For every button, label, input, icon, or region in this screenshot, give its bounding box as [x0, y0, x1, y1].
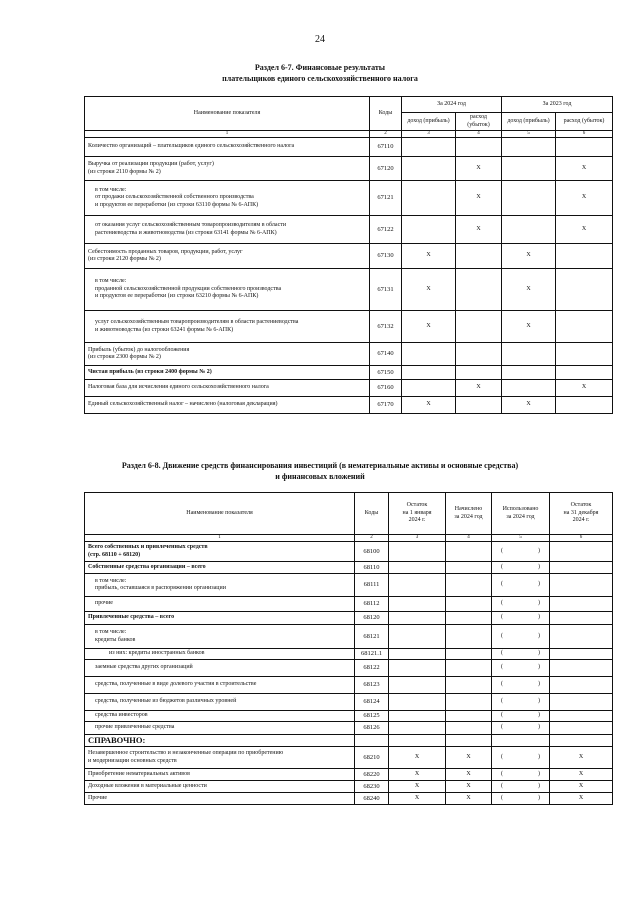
indicator-name: в том числе: от продажи сельскохозяйственной собственного производства и продуктов ее переработки (из строки 63110 формы № 6-АПК)	[85, 181, 370, 216]
indicator-name: Собственные средства организации – всего	[85, 562, 355, 574]
value-cell	[502, 366, 556, 380]
balance-start-cell	[389, 612, 446, 625]
header-indicator-name: Наименование показателя	[85, 97, 370, 131]
value-cell	[502, 138, 556, 157]
section-6-7-title-line1: Раздел 6-7. Финансовые результаты	[254, 63, 386, 72]
close-paren: )	[538, 681, 540, 688]
value-cell: X	[446, 781, 492, 793]
header-codes: Коды	[370, 97, 402, 131]
value-cell: X	[550, 781, 613, 793]
balance-start-cell	[389, 722, 446, 735]
used-value-cell	[492, 711, 550, 722]
empty-cell	[550, 735, 613, 747]
header-expense-2023: расход (убыток)	[556, 113, 613, 131]
indicator-name: Выручка от реализации продукции (работ, услуг) (из строки 2110 формы № 2)	[85, 157, 370, 181]
value-cell	[402, 380, 456, 397]
parenthesis-pair	[495, 681, 546, 688]
used-value-cell	[492, 722, 550, 735]
table-row	[85, 711, 613, 722]
open-paren: (	[501, 563, 503, 570]
balance-end-cell	[550, 722, 613, 735]
indicator-name: прочие	[85, 597, 355, 612]
open-paren: (	[501, 664, 503, 671]
close-paren: )	[538, 770, 540, 777]
indicator-name: средства, полученные в виде долевого участия в строительстве	[85, 677, 355, 694]
accrued-cell	[446, 562, 492, 574]
open-paren: (	[501, 632, 503, 639]
value-cell	[456, 343, 502, 366]
table-row	[85, 597, 613, 612]
used-value-cell	[492, 793, 550, 805]
balance-start-cell	[389, 542, 446, 562]
value-cell: X	[402, 311, 456, 343]
close-paren: )	[538, 782, 540, 789]
accrued-cell	[446, 649, 492, 660]
open-paren: (	[501, 581, 503, 588]
row-code: 67140	[370, 343, 402, 366]
table-row	[85, 574, 613, 597]
value-cell	[402, 157, 456, 181]
table-row	[85, 769, 613, 781]
indicator-name: в том числе: проданной сельскохозяйственной продукции собственного производства и продуктов ее переработки (из строки 63210 формы № 6-АПК)	[85, 269, 370, 311]
row-code: 68230	[355, 781, 389, 793]
row-code: 67110	[370, 138, 402, 157]
row-code: 68110	[355, 562, 389, 574]
value-cell	[456, 244, 502, 269]
reference-row	[85, 735, 613, 747]
balance-start-cell	[389, 574, 446, 597]
table-row	[85, 380, 613, 397]
column-number: 6	[556, 131, 613, 138]
header-accrued: Начислено за 2024 год	[446, 493, 492, 535]
header-income-2024: доход (прибыль)	[402, 113, 456, 131]
parenthesis-pair	[495, 633, 546, 640]
balance-end-cell	[550, 597, 613, 612]
balance-end-cell	[550, 612, 613, 625]
table-row	[85, 269, 613, 311]
used-value-cell	[492, 747, 550, 769]
parenthesis-pair	[495, 614, 546, 621]
table-row	[85, 722, 613, 735]
value-cell: X	[550, 747, 613, 769]
table-row	[85, 677, 613, 694]
indicator-name: Себестоимость проданных товаров, продукции, работ, услуг (из строки 2120 формы № 2)	[85, 244, 370, 269]
row-code: 67150	[370, 366, 402, 380]
row-code: 67170	[370, 397, 402, 414]
balance-start-cell	[389, 694, 446, 711]
column-number: 1	[85, 131, 370, 138]
financial-results-table	[84, 96, 613, 414]
reference-label: СПРАВОЧНО:	[85, 735, 355, 747]
used-value-cell	[492, 677, 550, 694]
open-paren: (	[501, 770, 503, 777]
table-row	[85, 793, 613, 805]
value-cell: X	[556, 181, 613, 216]
accrued-cell	[446, 574, 492, 597]
balance-end-cell	[550, 694, 613, 711]
accrued-cell	[446, 612, 492, 625]
row-code: 68123	[355, 677, 389, 694]
column-number: 3	[402, 131, 456, 138]
row-code: 68124	[355, 694, 389, 711]
table-row	[85, 612, 613, 625]
value-cell: X	[456, 157, 502, 181]
close-paren: )	[538, 794, 540, 801]
value-cell	[502, 380, 556, 397]
used-value-cell	[492, 769, 550, 781]
indicator-name: Всего собственных и привлеченных средств (стр. 68110 + 68120)	[85, 542, 355, 562]
value-cell	[502, 157, 556, 181]
used-value-cell	[492, 694, 550, 711]
row-code: 68121.1	[355, 649, 389, 660]
accrued-cell	[446, 542, 492, 562]
balance-end-cell	[550, 562, 613, 574]
parenthesis-pair	[495, 724, 546, 731]
indicator-name: в том числе: кредиты банков	[85, 625, 355, 649]
indicator-name: Прочие	[85, 793, 355, 805]
row-code: 67132	[370, 311, 402, 343]
value-cell: X	[556, 380, 613, 397]
accrued-cell	[446, 694, 492, 711]
close-paren: )	[538, 698, 540, 705]
section-6-7-title-line2: плательщиков единого сельскохозяйственного налога	[222, 74, 418, 83]
balance-end-cell	[550, 625, 613, 649]
indicator-name: прочие привлеченные средства	[85, 722, 355, 735]
value-cell: X	[502, 311, 556, 343]
header-used: Использовано за 2024 год	[492, 493, 550, 535]
accrued-cell	[446, 677, 492, 694]
parenthesis-pair	[495, 650, 546, 657]
close-paren: )	[538, 712, 540, 719]
parenthesis-pair	[495, 795, 546, 802]
value-cell	[402, 138, 456, 157]
value-cell	[456, 397, 502, 414]
section-6-7-title	[0, 62, 640, 84]
balance-start-cell	[389, 649, 446, 660]
accrued-cell	[446, 597, 492, 612]
indicator-name: заемные средства других организаций	[85, 660, 355, 677]
table-row	[85, 747, 613, 769]
row-code: 68126	[355, 722, 389, 735]
investment-funds-table	[84, 492, 613, 805]
table-row	[85, 397, 613, 414]
used-value-cell	[492, 660, 550, 677]
value-cell	[402, 216, 456, 244]
close-paren: )	[538, 724, 540, 731]
value-cell	[502, 343, 556, 366]
header-expense-2024: расход (убыток)	[456, 113, 502, 131]
used-value-cell	[492, 781, 550, 793]
open-paren: (	[501, 614, 503, 621]
table-row	[85, 157, 613, 181]
table-row	[85, 138, 613, 157]
balance-start-cell	[389, 660, 446, 677]
value-cell	[556, 269, 613, 311]
value-cell: X	[550, 769, 613, 781]
table-row	[85, 311, 613, 343]
indicator-name: Прибыль (убыток) до налогообложения (из строки 2300 формы № 2)	[85, 343, 370, 366]
parenthesis-pair	[495, 564, 546, 571]
row-code: 68120	[355, 612, 389, 625]
value-cell: X	[389, 793, 446, 805]
accrued-cell	[446, 625, 492, 649]
table-row	[85, 366, 613, 380]
table-row	[85, 649, 613, 660]
row-code: 67130	[370, 244, 402, 269]
value-cell: X	[402, 397, 456, 414]
column-number: 6	[550, 535, 613, 542]
row-code: 68121	[355, 625, 389, 649]
used-value-cell	[492, 625, 550, 649]
column-number: 2	[370, 131, 402, 138]
value-cell: X	[446, 769, 492, 781]
header-year-2024: За 2024 год	[402, 97, 502, 113]
value-cell	[556, 343, 613, 366]
indicator-name: услуг сельскохозяйственным товаропроизводителям в области растениеводства и животноводства (из строки 63241 формы № 6-АПК)	[85, 311, 370, 343]
table-row	[85, 216, 613, 244]
parenthesis-pair	[495, 783, 546, 790]
header-balance-end: Остаток на 31 декабря 2024 г.	[550, 493, 613, 535]
row-code: 68220	[355, 769, 389, 781]
open-paren: (	[501, 712, 503, 719]
value-cell	[556, 397, 613, 414]
balance-end-cell	[550, 677, 613, 694]
column-number: 5	[492, 535, 550, 542]
column-number: 2	[355, 535, 389, 542]
used-value-cell	[492, 597, 550, 612]
value-cell: X	[389, 747, 446, 769]
open-paren: (	[501, 782, 503, 789]
row-code: 67160	[370, 380, 402, 397]
table-row	[85, 542, 613, 562]
header-income-2023: доход (прибыль)	[502, 113, 556, 131]
row-code: 67122	[370, 216, 402, 244]
balance-start-cell	[389, 677, 446, 694]
value-cell	[456, 311, 502, 343]
close-paren: )	[538, 632, 540, 639]
value-cell	[502, 181, 556, 216]
value-cell: X	[402, 244, 456, 269]
value-cell	[502, 216, 556, 244]
value-cell: X	[502, 244, 556, 269]
value-cell: X	[456, 380, 502, 397]
balance-end-cell	[550, 542, 613, 562]
balance-end-cell	[550, 711, 613, 722]
indicator-name: от оказания услуг сельскохозяйственным товаропроизводителям в области растениеводства и животноводства (из строки 63141 формы № 6-АПК)	[85, 216, 370, 244]
close-paren: )	[538, 664, 540, 671]
column-number: 4	[456, 131, 502, 138]
indicator-name: Налоговая база для исчисления единого сельскохозяйственного налога	[85, 380, 370, 397]
parenthesis-pair	[495, 581, 546, 588]
indicator-name: средства инвесторов	[85, 711, 355, 722]
table-row	[85, 562, 613, 574]
table-row	[85, 625, 613, 649]
header-year-2023: За 2023 год	[502, 97, 613, 113]
balance-end-cell	[550, 660, 613, 677]
open-paren: (	[501, 650, 503, 657]
header-codes: Коды	[355, 493, 389, 535]
column-number-row	[85, 535, 613, 542]
row-code: 68125	[355, 711, 389, 722]
row-code: 68210	[355, 747, 389, 769]
indicator-name: из них: кредиты иностранных банков	[85, 649, 355, 660]
column-number: 1	[85, 535, 355, 542]
table-row	[85, 343, 613, 366]
row-code: 68122	[355, 660, 389, 677]
table-row	[85, 244, 613, 269]
value-cell: X	[446, 793, 492, 805]
value-cell	[402, 181, 456, 216]
header-balance-start: Остаток на 1 января 2024 г.	[389, 493, 446, 535]
open-paren: (	[501, 698, 503, 705]
used-value-cell	[492, 542, 550, 562]
indicator-name: в том числе: прибыль, оставшаяся в распоряжении организации	[85, 574, 355, 597]
value-cell: X	[456, 181, 502, 216]
close-paren: )	[538, 614, 540, 621]
row-code: 68100	[355, 542, 389, 562]
value-cell: X	[389, 781, 446, 793]
close-paren: )	[538, 600, 540, 607]
value-cell: X	[389, 769, 446, 781]
row-code: 68112	[355, 597, 389, 612]
value-cell	[456, 366, 502, 380]
close-paren: )	[538, 563, 540, 570]
open-paren: (	[501, 547, 503, 554]
open-paren: (	[501, 724, 503, 731]
balance-start-cell	[389, 625, 446, 649]
close-paren: )	[538, 547, 540, 554]
used-value-cell	[492, 649, 550, 660]
row-code: 68111	[355, 574, 389, 597]
column-number: 5	[502, 131, 556, 138]
indicator-name: Доходные вложения в материальные ценности	[85, 781, 355, 793]
parenthesis-pair	[495, 600, 546, 607]
parenthesis-pair	[495, 771, 546, 778]
value-cell: X	[456, 216, 502, 244]
empty-cell	[389, 735, 446, 747]
parenthesis-pair	[495, 548, 546, 555]
indicator-name: Незавершенное строительство и незаконченные операции по приобретению и модернизации основных средств	[85, 747, 355, 769]
parenthesis-pair	[495, 712, 546, 719]
balance-start-cell	[389, 562, 446, 574]
open-paren: (	[501, 600, 503, 607]
indicator-name: Количество организаций – плательщиков единого сельскохозяйственного налога	[85, 138, 370, 157]
value-cell: X	[556, 216, 613, 244]
balance-start-cell	[389, 711, 446, 722]
parenthesis-pair	[495, 664, 546, 671]
table-row	[85, 694, 613, 711]
accrued-cell	[446, 722, 492, 735]
row-code: 67120	[370, 157, 402, 181]
balance-start-cell	[389, 597, 446, 612]
value-cell: X	[502, 397, 556, 414]
accrued-cell	[446, 660, 492, 677]
table-row	[85, 181, 613, 216]
used-value-cell	[492, 562, 550, 574]
section-6-8-title-line1: Раздел 6-8. Движение средств финансирования инвестиций (в нематериальные активы и основные средства)	[121, 461, 519, 470]
close-paren: )	[538, 581, 540, 588]
row-code: 67131	[370, 269, 402, 311]
table-row	[85, 781, 613, 793]
value-cell: X	[502, 269, 556, 311]
value-cell	[456, 269, 502, 311]
indicator-name: Единый сельскохозяйственный налог – начислено (налоговая декларация)	[85, 397, 370, 414]
row-code: 67121	[370, 181, 402, 216]
open-paren: (	[501, 794, 503, 801]
value-cell	[402, 343, 456, 366]
parenthesis-pair	[495, 698, 546, 705]
value-cell	[556, 138, 613, 157]
value-cell	[402, 366, 456, 380]
value-cell	[456, 138, 502, 157]
value-cell: X	[402, 269, 456, 311]
value-cell: X	[556, 157, 613, 181]
header-indicator-name: Наименование показателя	[85, 493, 355, 535]
indicator-name: Чистая прибыль (из строки 2400 формы № 2)	[85, 366, 370, 380]
open-paren: (	[501, 753, 503, 760]
empty-cell	[446, 735, 492, 747]
indicator-name: Приобретение нематериальных активов	[85, 769, 355, 781]
parenthesis-pair	[495, 754, 546, 761]
value-cell	[556, 366, 613, 380]
empty-cell	[492, 735, 550, 747]
column-number-row	[85, 131, 613, 138]
value-cell	[556, 244, 613, 269]
empty-cell	[355, 735, 389, 747]
value-cell: X	[446, 747, 492, 769]
column-number: 4	[446, 535, 492, 542]
used-value-cell	[492, 612, 550, 625]
value-cell: X	[550, 793, 613, 805]
section-6-8-title-line2: и финансовых вложений	[275, 472, 365, 481]
row-code: 68240	[355, 793, 389, 805]
section-6-8-title	[0, 460, 640, 482]
value-cell	[556, 311, 613, 343]
column-number: 3	[389, 535, 446, 542]
close-paren: )	[538, 753, 540, 760]
used-value-cell	[492, 574, 550, 597]
open-paren: (	[501, 681, 503, 688]
page-number: 24	[315, 34, 325, 45]
table-row	[85, 660, 613, 677]
close-paren: )	[538, 650, 540, 657]
accrued-cell	[446, 711, 492, 722]
balance-end-cell	[550, 574, 613, 597]
balance-end-cell	[550, 649, 613, 660]
indicator-name: Привлеченные средства – всего	[85, 612, 355, 625]
indicator-name: средства, полученные из бюджетов различных уровней	[85, 694, 355, 711]
